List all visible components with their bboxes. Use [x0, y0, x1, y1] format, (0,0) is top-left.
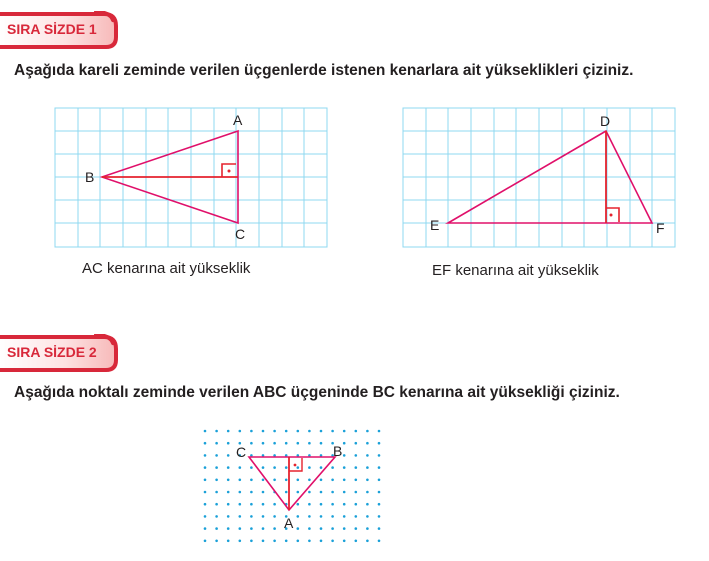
grid-dot — [204, 454, 207, 457]
grid-dot — [227, 466, 230, 469]
grid-dot — [239, 430, 242, 433]
figure1-caption: AC kenarına ait yükseklik — [82, 260, 251, 277]
grid-dot — [343, 442, 346, 445]
grid-dot — [343, 540, 346, 543]
grid-dot — [262, 503, 265, 506]
grid-dot — [285, 442, 288, 445]
grid-dot — [215, 479, 218, 482]
section2-badge-label: SIRA SİZDE 2 — [7, 344, 97, 360]
grid-dot — [204, 430, 207, 433]
grid-dot — [331, 466, 334, 469]
grid-dot — [308, 515, 311, 518]
grid-dot — [355, 479, 358, 482]
grid-dot — [250, 503, 253, 506]
grid-dot — [366, 430, 369, 433]
grid-dot — [355, 466, 358, 469]
grid-dot — [239, 527, 242, 530]
grid-dot — [355, 540, 358, 543]
section1-badge-label: SIRA SİZDE 1 — [7, 21, 97, 37]
grid-dot — [308, 479, 311, 482]
grid-dot — [250, 527, 253, 530]
grid-dot — [343, 503, 346, 506]
grid-dot — [262, 491, 265, 494]
grid-dot — [273, 479, 276, 482]
grid-dot — [378, 466, 381, 469]
grid-dot — [297, 540, 300, 543]
grid-dot — [227, 430, 230, 433]
grid-dot — [308, 491, 311, 494]
grid-dot — [239, 540, 242, 543]
grid-dot — [366, 442, 369, 445]
grid-dot — [343, 527, 346, 530]
label-a-dotted: A — [284, 515, 294, 531]
grid-dot — [250, 479, 253, 482]
grid-dot — [378, 527, 381, 530]
grid-dot — [215, 454, 218, 457]
grid-dot — [227, 503, 230, 506]
grid-dot — [320, 466, 323, 469]
grid-dot — [308, 527, 311, 530]
label-e: E — [430, 217, 440, 233]
grid-dot — [343, 466, 346, 469]
grid-dot — [355, 527, 358, 530]
right-angle-marker-icon — [289, 458, 302, 471]
grid-dot — [378, 479, 381, 482]
grid-dot — [366, 491, 369, 494]
grid-dot — [215, 466, 218, 469]
grid-dot — [273, 503, 276, 506]
grid-dot — [215, 503, 218, 506]
grid-dot — [355, 515, 358, 518]
grid-dot — [204, 527, 207, 530]
grid-dot — [297, 466, 300, 469]
grid-dot — [320, 515, 323, 518]
grid-dot — [378, 515, 381, 518]
grid-dot — [320, 442, 323, 445]
grid-dot — [331, 515, 334, 518]
grid-dot — [250, 540, 253, 543]
grid-dot — [308, 503, 311, 506]
triangle-abc-dotted — [249, 457, 335, 510]
label-a: A — [233, 112, 243, 128]
grid-dot — [239, 466, 242, 469]
label-b: B — [85, 169, 95, 185]
grid-dot — [215, 491, 218, 494]
grid-dot — [285, 479, 288, 482]
grid-dot — [239, 503, 242, 506]
grid-dot — [355, 503, 358, 506]
grid-dot — [320, 479, 323, 482]
grid-dot — [343, 479, 346, 482]
grid-dot — [227, 491, 230, 494]
label-c: C — [235, 226, 246, 242]
grid-dot — [239, 479, 242, 482]
grid-dot — [227, 515, 230, 518]
grid-dot — [204, 491, 207, 494]
grid-dot — [227, 442, 230, 445]
grid-dot — [297, 515, 300, 518]
grid-dot — [262, 479, 265, 482]
grid-dot — [227, 527, 230, 530]
grid-dot — [285, 430, 288, 433]
grid-dot — [355, 442, 358, 445]
grid-dot — [378, 491, 381, 494]
grid-dot — [227, 540, 230, 543]
grid-dot — [285, 466, 288, 469]
grid-dot — [366, 527, 369, 530]
grid-dot — [273, 540, 276, 543]
grid-dot — [378, 430, 381, 433]
grid-dot — [366, 515, 369, 518]
figure2-caption: EF kenarına ait yükseklik — [432, 262, 599, 279]
grid-dot — [204, 503, 207, 506]
grid-dot — [331, 540, 334, 543]
grid-dot — [273, 527, 276, 530]
grid-dot — [297, 430, 300, 433]
grid-dot — [204, 540, 207, 543]
grid-dot — [262, 515, 265, 518]
grid-dot — [215, 527, 218, 530]
grid-dot — [250, 466, 253, 469]
grid-dot — [297, 442, 300, 445]
label-f: F — [656, 220, 665, 236]
grid-dot — [320, 430, 323, 433]
label-c-dotted: C — [236, 444, 247, 460]
grid-dot — [204, 515, 207, 518]
grid-dot — [250, 442, 253, 445]
grid-dot — [355, 430, 358, 433]
grid-dot — [204, 479, 207, 482]
grid-dot — [331, 479, 334, 482]
section2-instruction: Aşağıda noktalı zeminde verilen ABC üçgeninde BC kenarına ait yüksekliği çiziniz. — [14, 384, 620, 401]
grid-dot — [331, 527, 334, 530]
grid-dot — [250, 515, 253, 518]
grid-dot — [297, 527, 300, 530]
grid-dot — [366, 503, 369, 506]
grid-dot — [378, 454, 381, 457]
grid-dot — [215, 442, 218, 445]
grid-dot — [378, 442, 381, 445]
grid-dot — [239, 491, 242, 494]
grid-dot — [250, 491, 253, 494]
grid-dot — [320, 503, 323, 506]
grid-dot — [308, 466, 311, 469]
grid-dot — [262, 466, 265, 469]
grid-dot — [343, 515, 346, 518]
grid-dot — [366, 479, 369, 482]
grid-dot — [215, 430, 218, 433]
grid-dot — [308, 540, 311, 543]
grid-dot — [227, 479, 230, 482]
grid-dot — [297, 479, 300, 482]
grid-dot — [355, 491, 358, 494]
grid-dot — [215, 515, 218, 518]
grid-dot — [343, 430, 346, 433]
grid-dot — [355, 454, 358, 457]
label-d: D — [600, 113, 611, 129]
grid-dot — [285, 540, 288, 543]
grid-dot — [378, 540, 381, 543]
grid-dot — [297, 503, 300, 506]
grid-dot — [308, 442, 311, 445]
grid-dot — [320, 540, 323, 543]
grid-dot — [285, 491, 288, 494]
grid-dot — [204, 442, 207, 445]
grid-dot — [320, 527, 323, 530]
grid-dot — [215, 540, 218, 543]
grid-dot — [297, 491, 300, 494]
grid-dot — [273, 515, 276, 518]
grid-dot — [366, 454, 369, 457]
grid-dot — [204, 466, 207, 469]
grid-dot — [262, 442, 265, 445]
grid-dot — [262, 430, 265, 433]
grid-dot — [331, 430, 334, 433]
grid-dot — [273, 442, 276, 445]
grid-dot — [273, 466, 276, 469]
grid-dot — [366, 540, 369, 543]
grid-dot — [308, 430, 311, 433]
grid-dot — [227, 454, 230, 457]
grid-dot — [366, 466, 369, 469]
grid-dot — [239, 515, 242, 518]
grid-dot — [320, 491, 323, 494]
grid-dot — [273, 430, 276, 433]
grid-dot — [331, 491, 334, 494]
grid-dot — [343, 454, 346, 457]
label-b-dotted: B — [333, 443, 343, 459]
grid-dot — [343, 491, 346, 494]
grid-dot — [262, 527, 265, 530]
grid-dot — [378, 503, 381, 506]
grid-dot — [250, 430, 253, 433]
grid-dot — [262, 540, 265, 543]
grid-dot — [331, 503, 334, 506]
section1-instruction: Aşağıda kareli zeminde verilen üçgenlerde istenen kenarlara ait yükseklikleri çiziniz. — [14, 62, 634, 79]
